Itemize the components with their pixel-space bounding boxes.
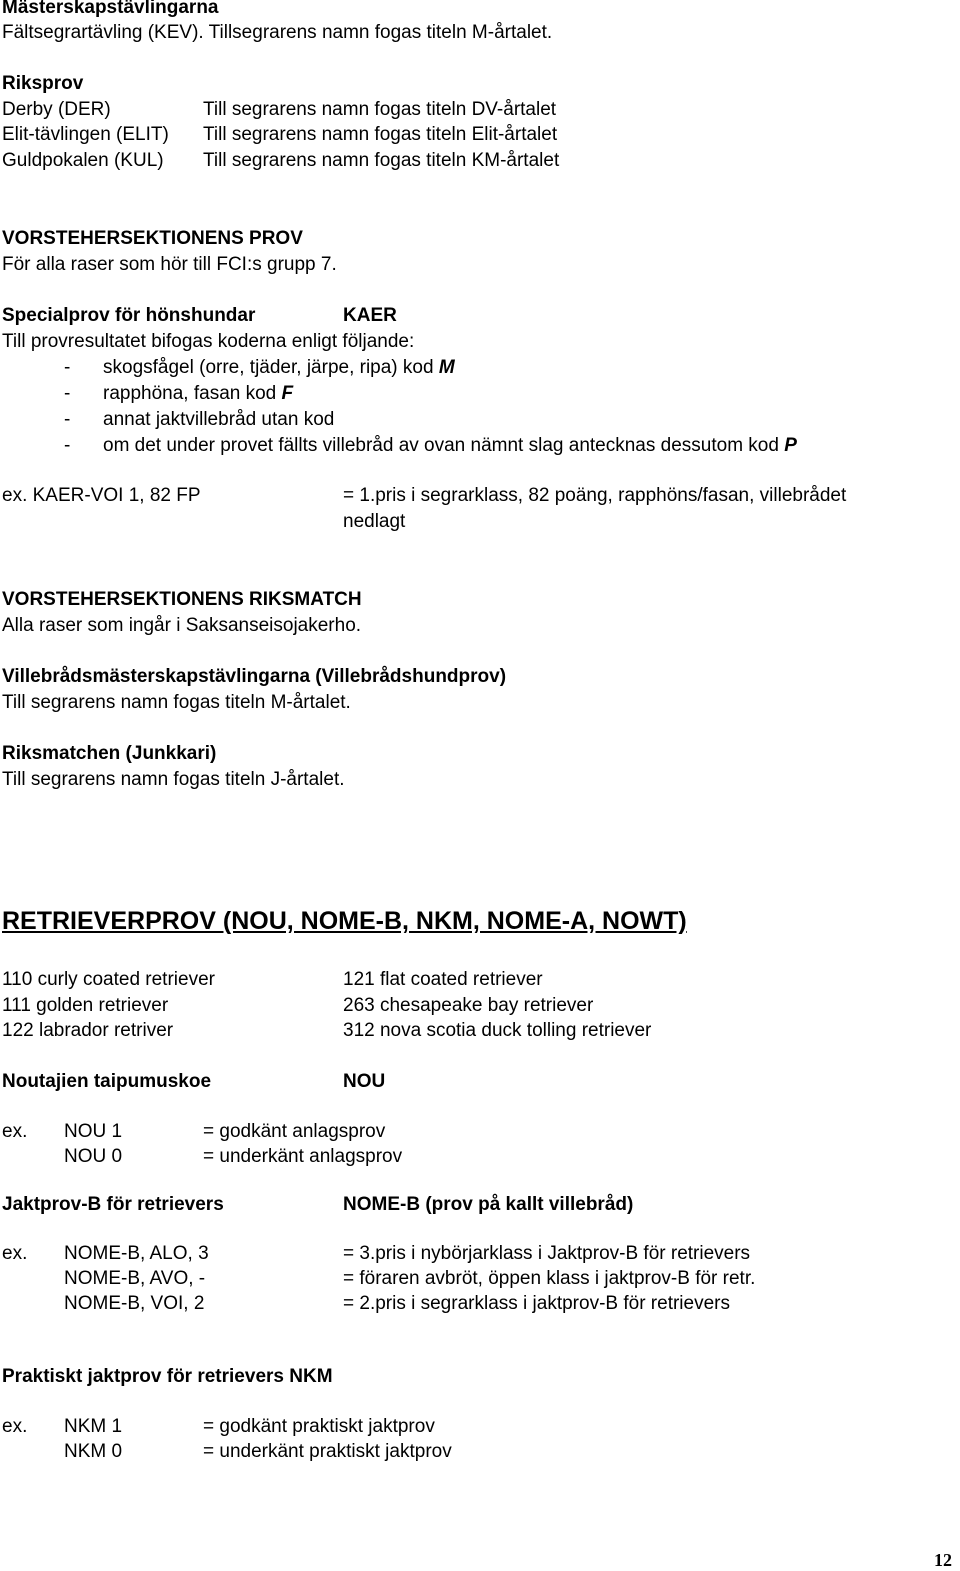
result-desc: = godkänt anlagsprov [203,1121,386,1142]
section-title-riksmatch: VORSTEHERSEKTIONENS RIKSMATCH [2,589,362,610]
ex-label: ex. [2,1416,28,1437]
riksprov-desc: Till segrarens namn fogas titeln KM-årtalet [203,150,560,171]
section-title-masterskap: Mästerskapstävlingarna [2,0,219,18]
breed-item: 110 curly coated retriever [2,969,215,990]
example-desc-cont: nedlagt [343,511,406,532]
riksprov-desc: Till segrarens namn fogas titeln DV-årtalet [203,99,557,120]
result-desc: = underkänt praktiskt jaktprov [203,1441,452,1462]
result-desc: = 3.pris i nybörjarklass i Jaktprov-B för retrievers [343,1243,751,1264]
riksprov-name: Guldpokalen (KUL) [2,150,164,171]
riksprov-desc: Till segrarens namn fogas titeln Elit-årtalet [203,124,558,145]
section-title-nou: Noutajien taipumuskoe [2,1071,212,1092]
ex-label: ex. [2,1243,28,1264]
result-code: NOU 1 [64,1121,123,1142]
retriever-heading: RETRIEVERPROV (NOU, NOME-B, NKM, NOME-A, NOWT) [2,907,687,935]
example-desc: = 1.pris i segrarklass, 82 poäng, rapphöns/fasan, villebrådet [343,485,847,506]
junkkari-text: Till segrarens namn fogas titeln J-årtalet. [2,769,345,790]
riksprov-name: Derby (DER) [2,99,111,120]
riksmatch-text: Alla raser som ingår i Saksanseisojakerho. [2,615,362,636]
bullet-dash: - [64,383,71,404]
section-title-nkm: Praktiskt jaktprov för retrievers NKM [2,1366,333,1387]
breed-item: 263 chesapeake bay retriever [343,995,594,1016]
bullet-item: om det under provet fällts villebråd av ovan nämnt slag antecknas dessutom kod P [103,435,797,456]
section-title-nomeb: Jaktprov-B för retrievers [2,1194,224,1215]
breed-item: 111 golden retriever [2,995,169,1016]
example-code: ex. KAER-VOI 1, 82 FP [2,485,201,506]
result-desc: = 2.pris i segrarklass i jaktprov-B för retrievers [343,1293,730,1314]
result-desc: = föraren avbröt, öppen klass i jaktprov-B för retr. [343,1268,756,1289]
section-title-vprov: VORSTEHERSEKTIONENS PROV [2,228,303,249]
section-title-junkkari: Riksmatchen (Junkkari) [2,743,217,764]
breed-item: 122 labrador retriver [2,1020,174,1041]
masterskap-text: Fältsegrartävling (KEV). Tillsegrarens namn fogas titeln M-årtalet. [2,22,553,43]
bullet-item: annat jaktvillebråd utan kod [103,409,335,430]
nou-code: NOU [343,1071,386,1092]
villebrad-text: Till segrarens namn fogas titeln M-årtalet. [2,692,351,713]
bullet-item: skogsfågel (orre, tjäder, järpe, ripa) kod M [103,357,455,378]
section-title-riksprov: Riksprov [2,73,84,94]
ex-label: ex. [2,1121,28,1142]
specialprov-intro: Till provresultatet bifogas koderna enligt följande: [2,331,415,352]
result-code: NKM 1 [64,1416,123,1437]
result-desc: = godkänt praktiskt jaktprov [203,1416,435,1437]
section-title-villebrad: Villebrådsmästerskapstävlingarna (Villebrådshundprov) [2,666,507,687]
breed-item: 121 flat coated retriever [343,969,543,990]
nomeb-code: NOME-B (prov på kallt villebråd) [343,1194,634,1215]
page-number: 12 [934,1550,952,1570]
bullet-item: rapphöna, fasan kod F [103,383,294,404]
vprov-text: För alla raser som hör till FCI:s grupp 7. [2,254,337,275]
result-desc: = underkänt anlagsprov [203,1146,403,1167]
specialprov-code: KAER [343,305,397,326]
result-code: NKM 0 [64,1441,123,1462]
riksprov-name: Elit-tävlingen (ELIT) [2,124,169,145]
bullet-dash: - [64,357,71,378]
result-code: NOME-B, ALO, 3 [64,1243,209,1264]
breed-item: 312 nova scotia duck tolling retriever [343,1020,652,1041]
bullet-dash: - [64,409,71,430]
result-code: NOU 0 [64,1146,123,1167]
result-code: NOME-B, AVO, - [64,1268,206,1289]
result-code: NOME-B, VOI, 2 [64,1293,205,1314]
section-title-specialprov: Specialprov för hönshundar [2,305,256,326]
bullet-dash: - [64,435,71,456]
